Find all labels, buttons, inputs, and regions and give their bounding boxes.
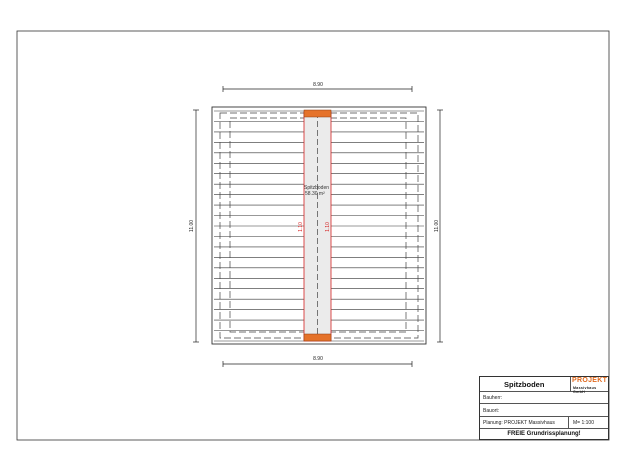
scale-cell	[568, 417, 608, 429]
bottom-dimension-label: 8.90	[313, 356, 323, 362]
drawing-title: Spitzboden	[504, 380, 545, 389]
planung-label: Planung: PROJEKT Massivhaus	[483, 420, 555, 426]
right-dimension-label: 11.00	[434, 219, 440, 233]
logo-sub-text: Massivhaus GmbH	[573, 385, 597, 394]
title-block-header	[480, 377, 608, 392]
title-block	[479, 376, 609, 440]
top-beam	[304, 110, 331, 117]
left-dimension-label: 11.00	[189, 219, 195, 233]
title-block-planung-row	[480, 417, 608, 429]
scale-text: M= 1:100	[573, 420, 594, 426]
opening-label-right: 1.10	[325, 222, 331, 232]
title-block-footer: FREIE Grundrissplanung!	[507, 431, 581, 437]
top-dimension-label: 8.90	[313, 82, 323, 88]
title-block-bauherr-row	[480, 392, 608, 404]
company-logo	[570, 377, 608, 394]
room-area: 58.30 m²	[305, 191, 325, 197]
logo-main-text: PROJEKT	[572, 377, 608, 384]
opening-label-left: 1.10	[298, 222, 304, 232]
title-block-bauort-row	[480, 404, 608, 417]
bottom-beam	[304, 334, 331, 341]
bauherr-label: Bauherr:	[483, 395, 503, 401]
room-name: Spitzboden	[304, 185, 330, 191]
bauort-label: Bauort:	[483, 408, 500, 414]
